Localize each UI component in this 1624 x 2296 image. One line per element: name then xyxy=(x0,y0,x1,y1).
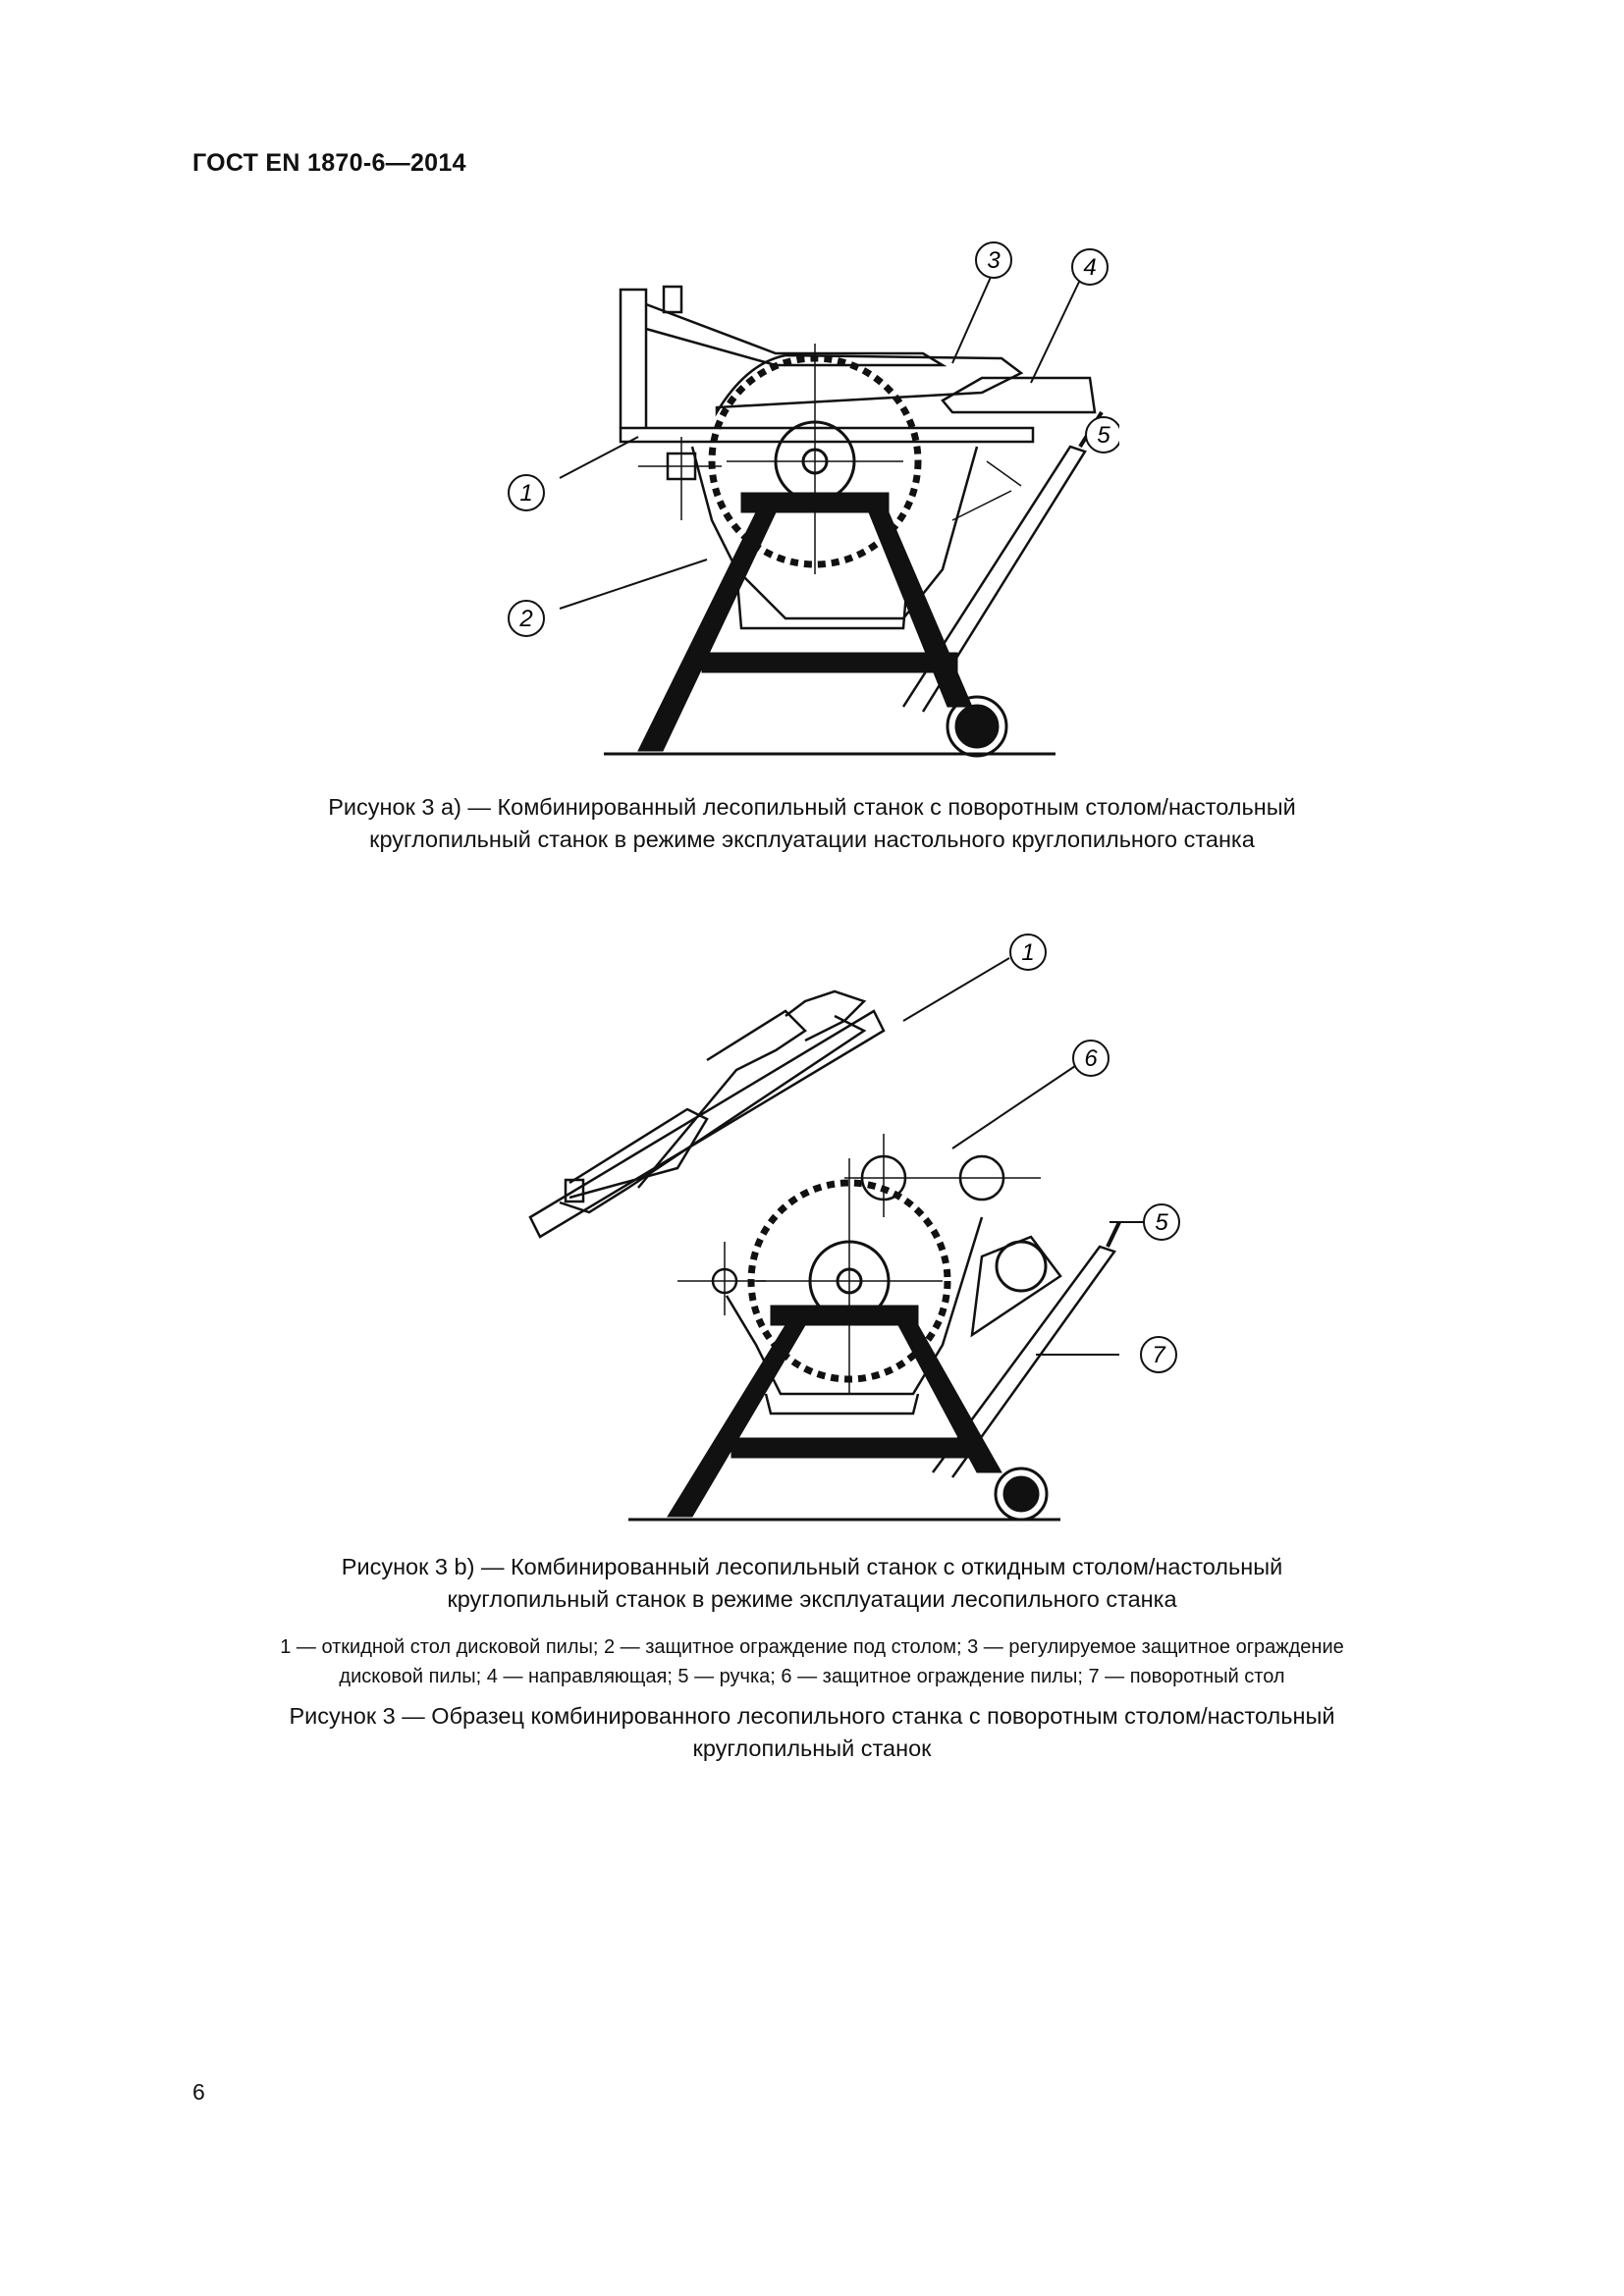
figure-3-caption-line1: Рисунок 3 — Образец комбинированного лесопильного станка с поворотным столом/настольный xyxy=(289,1703,1335,1729)
figure-3a xyxy=(491,236,1119,766)
callout-5: 5 xyxy=(1155,1209,1168,1236)
page-number: 6 xyxy=(192,2079,205,2105)
callout-5: 5 xyxy=(1097,422,1110,449)
legend-line1: 1 — откидной стол дисковой пилы; 2 — защитное ограждение под столом; 3 — регулируемое защитное ограждение xyxy=(280,1636,1344,1658)
callout-1: 1 xyxy=(1021,939,1035,966)
callout-4: 4 xyxy=(1083,254,1097,281)
figure-3b-drawing xyxy=(511,923,1198,1531)
callout-6: 6 xyxy=(1084,1045,1098,1072)
figure-3a-drawing xyxy=(491,236,1119,766)
figure-3b-callouts xyxy=(1010,934,1179,1372)
callout-1: 1 xyxy=(519,480,533,507)
figure-3a-callouts xyxy=(509,242,1119,636)
document-header: ГОСТ EN 1870-6—2014 xyxy=(192,149,466,177)
callout-2: 2 xyxy=(519,606,533,632)
figure-3b-caption-line2: круглопильный станок в режиме эксплуатации лесопильного станка xyxy=(447,1586,1177,1612)
figure-3-caption xyxy=(196,1700,1428,1765)
figure-3a-caption-line1: Рисунок 3 а) — Комбинированный лесопильный станок с поворотным столом/настольный xyxy=(328,794,1296,820)
figure-3b-caption-line1: Рисунок 3 b) — Комбинированный лесопильный станок с откидным столом/настольный xyxy=(341,1554,1283,1579)
figure-3a-caption-line2: круглопильный станок в режиме эксплуатации настольного круглопильного станка xyxy=(369,827,1255,852)
figure-3a-caption xyxy=(196,791,1428,856)
figure-legend xyxy=(196,1632,1428,1691)
figure-3b-caption xyxy=(196,1551,1428,1616)
legend-line2: дисковой пилы; 4 — направляющая; 5 — ручка; 6 — защитное ограждение пилы; 7 — поворотный стол xyxy=(339,1666,1285,1687)
callout-3: 3 xyxy=(987,247,1001,274)
figure-3-caption-line2: круглопильный станок xyxy=(692,1735,932,1761)
figure-3b xyxy=(511,923,1198,1531)
callout-7: 7 xyxy=(1152,1342,1165,1368)
